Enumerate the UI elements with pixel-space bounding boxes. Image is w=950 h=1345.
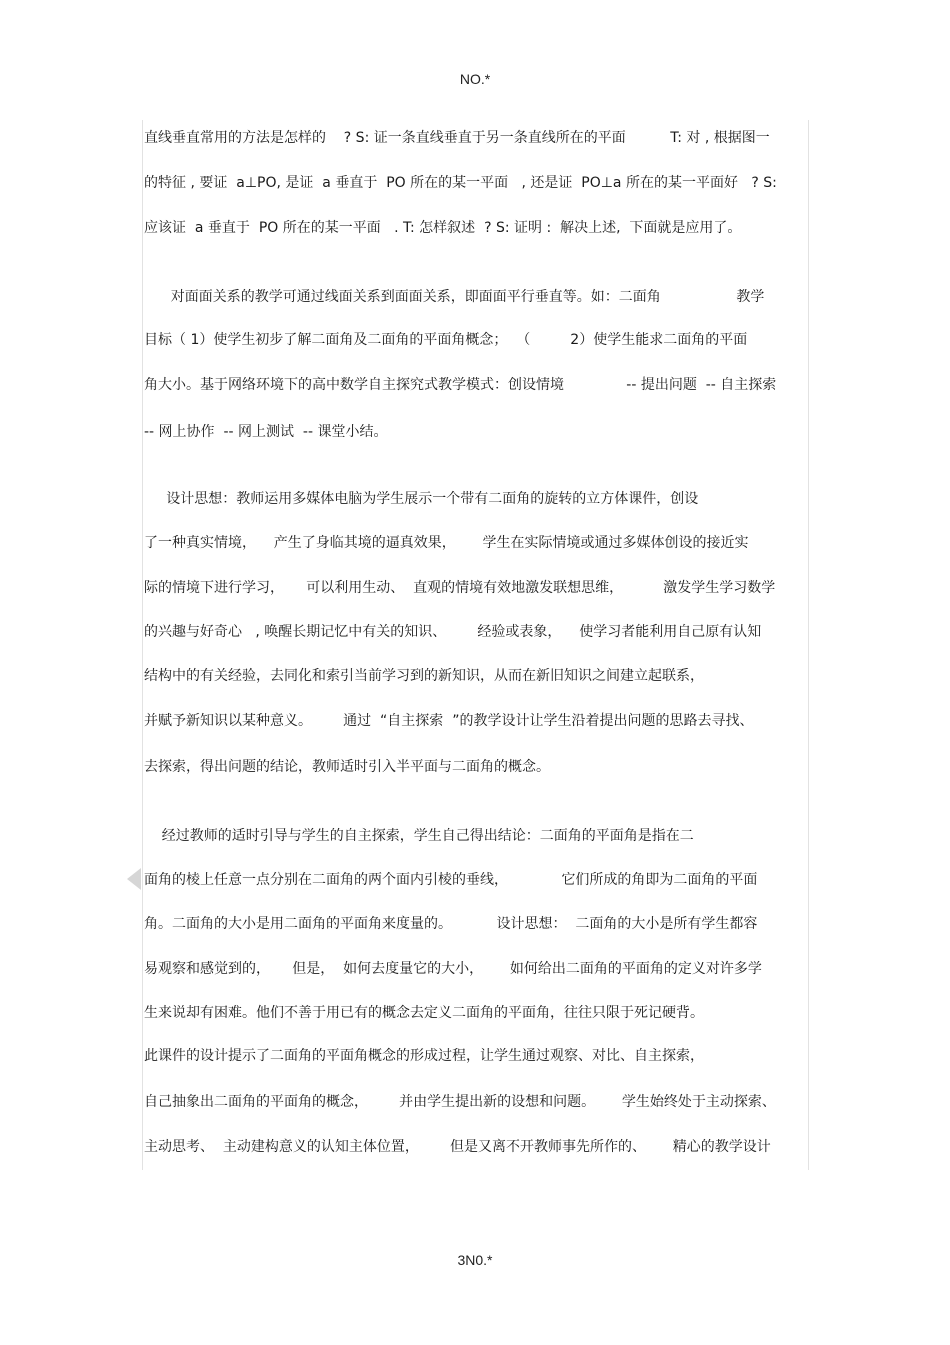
page-header: NO.* (459, 71, 491, 87)
text-line: 际的情境下进行学习， 可以利用生动、 直观的情境有效地激发联想思维， 激发学生学习数学 (144, 580, 776, 596)
text-line: 经过教师的适时引导与学生的自主探索，学生自己得出结论：二面角的平面角是指在二 (144, 828, 694, 844)
text-line: 并赋予新知识以某种意义。 通过 “自主探索 ”的教学设计让学生沿着提出问题的思路去寻找、 (144, 713, 754, 729)
text-line: 去探索，得出问题的结论，教师适时引入半平面与二面角的概念。 (144, 759, 550, 775)
text-line: 自己抽象出二面角的平面角的概念， 并由学生提出新的设想和问题。 学生始终处于主动探索、 (144, 1094, 776, 1110)
text-line: 了一种真实情境， 产生了身临其境的逼真效果， 学生在实际情境或通过多媒体创设的接近实 (144, 535, 749, 551)
text-line: 面角的棱上任意一点分别在二面角的两个面内引棱的垂线， 它们所成的角即为二面角的平面 (144, 872, 758, 888)
text-line: 角大小。基于网络环境下的高中数学自主探究式教学模式：创设情境 -- 提出问题 -- 自主探索 (144, 377, 777, 393)
text-line: 易观察和感觉到的， 但是， 如何去度量它的大小， 如何给出二面角的平面角的定义对许多学 (144, 961, 762, 977)
text-line: 主动思考、 主动建构意义的认知主体位置， 但是又离不开教师事先所作的、 精心的教学设计 (144, 1139, 771, 1155)
page-turn-marker (127, 868, 141, 890)
text-line: 的兴趣与好奇心 , 唤醒长期记忆中有关的知识、 经验或表象， 使学习者能利用自己原有认知 (144, 624, 762, 640)
page-footer: 3N0.* (457, 1252, 493, 1268)
text-line: 的特征 , 要证 a⊥PO, 是证 a 垂直于 PO 所在的某一平面 , 还是证 PO⊥a 所在的某一平面好 ? S: (144, 175, 777, 191)
text-line: 角。二面角的大小是用二面角的平面角来度量的。 设计思想： 二面角的大小是所有学生都容 (144, 916, 758, 932)
text-line: 对面面关系的教学可通过线面关系到面面关系，即面面平行垂直等。如：二面角 教学 (144, 289, 765, 305)
text-line: 直线垂直常用的方法是怎样的 ? S: 证一条直线垂直于另一条直线所在的平面 T: 对 , 根据图一 (144, 130, 770, 146)
text-line: 生来说却有困难。他们不善于用已有的概念去定义二面角的平面角，往往只限于死记硬背。 (144, 1005, 704, 1021)
text-line: 设计思想：教师运用多媒体电脑为学生展示一个带有二面角的旋转的立方体课件，创设 (144, 491, 699, 507)
text-line: 此课件的设计提示了二面角的平面角概念的形成过程，让学生通过观察、对比、自主探索， (144, 1048, 704, 1064)
text-line: 目标（ 1）使学生初步了解二面角及二面角的平面角概念； （ 2）使学生能求二面角的平面 (144, 332, 748, 348)
text-line: 应该证 a 垂直于 PO 所在的某一平面 . T: 怎样叙述 ? S: 证明 : 解决上述, 下面就是应用了。 (144, 220, 742, 236)
text-line: -- 网上协作 -- 网上测试 -- 课堂小结。 (144, 424, 388, 440)
text-line: 结构中的有关经验，去同化和索引当前学习到的新知识，从而在新旧知识之间建立起联系， (144, 668, 704, 684)
